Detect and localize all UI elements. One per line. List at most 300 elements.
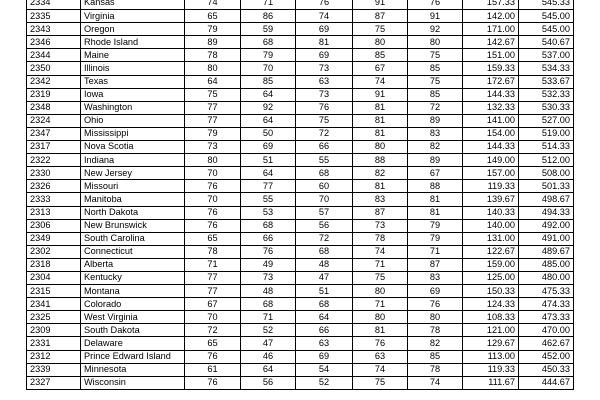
row-id-cell: 2317 — [27, 141, 81, 154]
score-cell: 87 — [408, 258, 463, 271]
score-cell: 56 — [241, 376, 296, 389]
score-cell: 78 — [353, 232, 408, 245]
average-cell: 171.00 — [463, 23, 519, 36]
row-id-cell: 2324 — [27, 114, 81, 127]
table-row — [27, 167, 574, 180]
score-cell: 48 — [241, 285, 296, 298]
total-cell: 450.33 — [519, 363, 574, 376]
score-cell: 74 — [296, 10, 353, 23]
score-cell: 78 — [185, 245, 241, 258]
average-cell: 142.67 — [463, 36, 519, 49]
total-cell: 498.67 — [519, 193, 574, 206]
average-cell: 150.33 — [463, 285, 519, 298]
score-cell: 91 — [408, 10, 463, 23]
score-cell: 83 — [408, 127, 463, 140]
total-cell: 545.00 — [519, 23, 574, 36]
row-name-cell: Virginia — [81, 10, 185, 23]
row-id-cell: 2330 — [27, 167, 81, 180]
score-cell: 83 — [408, 271, 463, 284]
score-cell: 47 — [241, 337, 296, 350]
average-cell: 108.33 — [463, 311, 519, 324]
score-cell: 63 — [353, 350, 408, 363]
score-cell: 79 — [185, 23, 241, 36]
score-cell: 48 — [296, 258, 353, 271]
score-cell: 86 — [241, 10, 296, 23]
score-cell: 80 — [408, 311, 463, 324]
score-cell: 55 — [296, 154, 353, 167]
score-cell: 73 — [185, 141, 241, 154]
score-cell: 70 — [296, 193, 353, 206]
score-cell: 67 — [185, 298, 241, 311]
total-cell: 470.00 — [519, 324, 574, 337]
table-row — [27, 101, 574, 114]
score-cell: 81 — [353, 114, 408, 127]
average-cell: 121.00 — [463, 324, 519, 337]
score-cell: 46 — [241, 350, 296, 363]
score-cell: 74 — [408, 376, 463, 389]
row-name-cell: West Virginia — [81, 311, 185, 324]
score-cell: 64 — [185, 75, 241, 88]
table-row — [27, 62, 574, 75]
score-cell: 69 — [296, 23, 353, 36]
score-cell: 88 — [353, 154, 408, 167]
table-row — [27, 141, 574, 154]
score-cell: 70 — [241, 62, 296, 75]
score-cell: 76 — [185, 206, 241, 219]
table-row — [27, 258, 574, 271]
score-cell: 70 — [185, 311, 241, 324]
score-cell: 68 — [241, 298, 296, 311]
table-row — [27, 337, 574, 350]
total-cell: 485.00 — [519, 258, 574, 271]
row-name-cell: Minnesota — [81, 363, 185, 376]
score-cell: 51 — [241, 154, 296, 167]
average-cell: 157.33 — [463, 0, 519, 10]
average-cell: 132.33 — [463, 101, 519, 114]
score-cell: 77 — [185, 114, 241, 127]
row-id-cell: 2344 — [27, 49, 81, 62]
score-cell: 76 — [296, 0, 353, 10]
row-id-cell: 2312 — [27, 350, 81, 363]
total-cell: 474.33 — [519, 298, 574, 311]
score-cell: 55 — [241, 193, 296, 206]
row-name-cell: North Dakota — [81, 206, 185, 219]
row-name-cell: Illinois — [81, 62, 185, 75]
row-id-cell: 2335 — [27, 10, 81, 23]
row-name-cell: Wisconsin — [81, 376, 185, 389]
score-cell: 82 — [408, 337, 463, 350]
score-cell: 76 — [185, 219, 241, 232]
table-row — [27, 49, 574, 62]
average-cell: 151.00 — [463, 49, 519, 62]
score-cell: 71 — [241, 311, 296, 324]
score-cell: 82 — [408, 141, 463, 154]
score-cell: 89 — [185, 36, 241, 49]
score-cell: 74 — [353, 245, 408, 258]
row-name-cell: Oregon — [81, 23, 185, 36]
average-cell: 129.67 — [463, 337, 519, 350]
score-cell: 85 — [408, 88, 463, 101]
score-cell: 92 — [408, 23, 463, 36]
average-cell: 144.33 — [463, 141, 519, 154]
score-cell: 67 — [353, 62, 408, 75]
total-cell: 533.67 — [519, 75, 574, 88]
row-id-cell: 2327 — [27, 376, 81, 389]
row-id-cell: 2339 — [27, 363, 81, 376]
score-cell: 72 — [296, 127, 353, 140]
average-cell: 113.00 — [463, 350, 519, 363]
row-id-cell: 2333 — [27, 193, 81, 206]
table-row — [27, 75, 574, 88]
table-row — [27, 219, 574, 232]
score-cell: 76 — [353, 337, 408, 350]
score-cell: 75 — [408, 75, 463, 88]
score-cell: 76 — [185, 180, 241, 193]
score-cell: 56 — [296, 219, 353, 232]
total-cell: 462.67 — [519, 337, 574, 350]
score-cell: 91 — [353, 0, 408, 10]
table-row — [27, 376, 574, 389]
score-cell: 91 — [353, 88, 408, 101]
score-cell: 68 — [241, 36, 296, 49]
score-cell: 63 — [296, 337, 353, 350]
row-name-cell: Connecticut — [81, 245, 185, 258]
score-cell: 80 — [185, 154, 241, 167]
score-cell: 79 — [185, 127, 241, 140]
row-name-cell: Iowa — [81, 88, 185, 101]
score-cell: 80 — [353, 311, 408, 324]
score-cell: 72 — [408, 101, 463, 114]
average-cell: 139.67 — [463, 193, 519, 206]
score-cell: 68 — [241, 219, 296, 232]
total-cell: 545.00 — [519, 10, 574, 23]
table-row — [27, 285, 574, 298]
row-name-cell: South Carolina — [81, 232, 185, 245]
score-cell: 72 — [296, 232, 353, 245]
row-id-cell: 2334 — [27, 0, 81, 10]
row-name-cell: Nova Scotia — [81, 141, 185, 154]
score-cell: 75 — [353, 271, 408, 284]
average-cell: 122.67 — [463, 245, 519, 258]
score-cell: 76 — [185, 376, 241, 389]
row-name-cell: Washington — [81, 101, 185, 114]
total-cell: 532.33 — [519, 88, 574, 101]
average-cell: 142.00 — [463, 10, 519, 23]
row-name-cell: Texas — [81, 75, 185, 88]
score-cell: 73 — [296, 88, 353, 101]
row-name-cell: Delaware — [81, 337, 185, 350]
row-id-cell: 2331 — [27, 337, 81, 350]
score-cell: 53 — [241, 206, 296, 219]
total-cell: 480.00 — [519, 271, 574, 284]
score-cell: 82 — [353, 167, 408, 180]
score-cell: 76 — [185, 350, 241, 363]
score-cell: 81 — [408, 206, 463, 219]
row-id-cell: 2318 — [27, 258, 81, 271]
score-cell: 61 — [185, 363, 241, 376]
row-id-cell: 2313 — [27, 206, 81, 219]
total-cell: 475.33 — [519, 285, 574, 298]
average-cell: 149.00 — [463, 154, 519, 167]
score-cell: 74 — [353, 75, 408, 88]
score-cell: 69 — [241, 141, 296, 154]
score-cell: 68 — [296, 298, 353, 311]
score-cell: 60 — [296, 180, 353, 193]
score-cell: 87 — [353, 10, 408, 23]
table-row — [27, 88, 574, 101]
row-id-cell: 2304 — [27, 271, 81, 284]
total-cell: 534.33 — [519, 62, 574, 75]
score-cell: 64 — [241, 88, 296, 101]
score-cell: 89 — [408, 154, 463, 167]
score-cell: 52 — [296, 376, 353, 389]
score-cell: 79 — [241, 49, 296, 62]
score-cell: 47 — [296, 271, 353, 284]
table-row — [27, 324, 574, 337]
score-cell: 85 — [408, 350, 463, 363]
average-cell: 159.00 — [463, 258, 519, 271]
total-cell: 444.67 — [519, 376, 574, 389]
score-cell: 83 — [353, 193, 408, 206]
score-cell: 71 — [353, 298, 408, 311]
table-row — [27, 193, 574, 206]
average-cell: 172.67 — [463, 75, 519, 88]
total-cell: 473.33 — [519, 311, 574, 324]
score-cell: 80 — [353, 36, 408, 49]
score-cell: 80 — [408, 36, 463, 49]
table-row — [27, 114, 574, 127]
score-cell: 54 — [296, 363, 353, 376]
row-id-cell: 2348 — [27, 101, 81, 114]
score-cell: 57 — [296, 206, 353, 219]
row-name-cell: Mississippi — [81, 127, 185, 140]
row-id-cell: 2342 — [27, 75, 81, 88]
total-cell: 519.00 — [519, 127, 574, 140]
score-cell: 64 — [241, 363, 296, 376]
score-cell: 81 — [353, 180, 408, 193]
row-id-cell: 2343 — [27, 23, 81, 36]
total-cell: 494.33 — [519, 206, 574, 219]
row-name-cell: Prince Edward Island — [81, 350, 185, 363]
table-row — [27, 23, 574, 36]
score-cell: 51 — [296, 285, 353, 298]
row-id-cell: 2315 — [27, 285, 81, 298]
row-id-cell: 2306 — [27, 219, 81, 232]
total-cell: 540.67 — [519, 36, 574, 49]
row-name-cell: New Jersey — [81, 167, 185, 180]
table-row — [27, 10, 574, 23]
average-cell: 144.33 — [463, 88, 519, 101]
row-id-cell: 2325 — [27, 311, 81, 324]
table-row — [27, 350, 574, 363]
score-cell: 81 — [353, 101, 408, 114]
row-name-cell: Kansas — [81, 0, 185, 10]
row-name-cell: New Brunswick — [81, 219, 185, 232]
score-cell: 71 — [185, 258, 241, 271]
score-cell: 85 — [408, 62, 463, 75]
average-cell: 125.00 — [463, 271, 519, 284]
table-row — [27, 245, 574, 258]
results-table — [26, 0, 574, 390]
total-cell: 452.00 — [519, 350, 574, 363]
score-cell: 65 — [185, 232, 241, 245]
score-cell: 76 — [296, 101, 353, 114]
score-cell: 85 — [353, 49, 408, 62]
score-cell: 63 — [296, 75, 353, 88]
score-cell: 50 — [241, 127, 296, 140]
average-cell: 124.33 — [463, 298, 519, 311]
score-cell: 65 — [185, 337, 241, 350]
average-cell: 157.00 — [463, 167, 519, 180]
total-cell: 527.00 — [519, 114, 574, 127]
table-body — [27, 0, 574, 389]
total-cell: 492.00 — [519, 219, 574, 232]
score-cell: 72 — [185, 324, 241, 337]
score-cell: 74 — [185, 0, 241, 10]
table-row — [27, 36, 574, 49]
row-name-cell: South Dakota — [81, 324, 185, 337]
table-row — [27, 271, 574, 284]
row-name-cell: Indiana — [81, 154, 185, 167]
score-cell: 88 — [408, 180, 463, 193]
results-sheet — [26, 0, 573, 390]
score-cell: 76 — [408, 0, 463, 10]
score-cell: 71 — [408, 245, 463, 258]
score-cell: 69 — [408, 285, 463, 298]
row-name-cell: Manitoba — [81, 193, 185, 206]
row-name-cell: Maine — [81, 49, 185, 62]
score-cell: 69 — [296, 49, 353, 62]
score-cell: 79 — [408, 219, 463, 232]
score-cell: 65 — [185, 10, 241, 23]
score-cell: 74 — [353, 363, 408, 376]
score-cell: 67 — [408, 167, 463, 180]
score-cell: 70 — [185, 167, 241, 180]
row-id-cell: 2326 — [27, 180, 81, 193]
score-cell: 78 — [408, 363, 463, 376]
row-id-cell: 2341 — [27, 298, 81, 311]
row-id-cell: 2302 — [27, 245, 81, 258]
score-cell: 78 — [185, 49, 241, 62]
average-cell: 141.00 — [463, 114, 519, 127]
row-id-cell: 2322 — [27, 154, 81, 167]
score-cell: 75 — [353, 376, 408, 389]
table-row — [27, 180, 574, 193]
score-cell: 73 — [241, 271, 296, 284]
average-cell: 131.00 — [463, 232, 519, 245]
score-cell: 69 — [296, 350, 353, 363]
row-id-cell: 2349 — [27, 232, 81, 245]
average-cell: 154.00 — [463, 127, 519, 140]
table-row — [27, 127, 574, 140]
score-cell: 89 — [408, 114, 463, 127]
score-cell: 77 — [185, 101, 241, 114]
row-name-cell: Colorado — [81, 298, 185, 311]
row-name-cell: Rhode Island — [81, 36, 185, 49]
row-id-cell: 2347 — [27, 127, 81, 140]
score-cell: 68 — [296, 245, 353, 258]
row-name-cell: Alberta — [81, 258, 185, 271]
score-cell: 77 — [185, 271, 241, 284]
table-row — [27, 298, 574, 311]
score-cell: 76 — [241, 245, 296, 258]
total-cell: 514.33 — [519, 141, 574, 154]
row-name-cell: Ohio — [81, 114, 185, 127]
score-cell: 75 — [353, 23, 408, 36]
score-cell: 77 — [241, 180, 296, 193]
total-cell: 508.00 — [519, 167, 574, 180]
score-cell: 71 — [353, 258, 408, 271]
score-cell: 80 — [185, 62, 241, 75]
row-name-cell: Montana — [81, 285, 185, 298]
average-cell: 140.33 — [463, 206, 519, 219]
row-id-cell: 2319 — [27, 88, 81, 101]
average-cell: 119.33 — [463, 180, 519, 193]
score-cell: 70 — [185, 193, 241, 206]
score-cell: 81 — [353, 127, 408, 140]
row-name-cell: Missouri — [81, 180, 185, 193]
score-cell: 64 — [296, 311, 353, 324]
total-cell: 512.00 — [519, 154, 574, 167]
score-cell: 80 — [353, 285, 408, 298]
table-row — [27, 206, 574, 219]
total-cell: 501.33 — [519, 180, 574, 193]
average-cell: 159.33 — [463, 62, 519, 75]
score-cell: 78 — [408, 324, 463, 337]
score-cell: 73 — [353, 219, 408, 232]
score-cell: 75 — [296, 114, 353, 127]
average-cell: 140.00 — [463, 219, 519, 232]
score-cell: 81 — [353, 324, 408, 337]
average-cell: 111.67 — [463, 376, 519, 389]
total-cell: 491.00 — [519, 232, 574, 245]
table-row — [27, 154, 574, 167]
score-cell: 75 — [408, 49, 463, 62]
score-cell: 87 — [353, 206, 408, 219]
score-cell: 79 — [408, 232, 463, 245]
total-cell: 489.67 — [519, 245, 574, 258]
total-cell: 545.33 — [519, 0, 574, 10]
score-cell: 75 — [185, 88, 241, 101]
score-cell: 92 — [241, 101, 296, 114]
score-cell: 66 — [296, 324, 353, 337]
table-row — [27, 363, 574, 376]
row-id-cell: 2309 — [27, 324, 81, 337]
score-cell: 59 — [241, 23, 296, 36]
score-cell: 81 — [408, 193, 463, 206]
score-cell: 52 — [241, 324, 296, 337]
average-cell: 119.33 — [463, 363, 519, 376]
total-cell: 530.33 — [519, 101, 574, 114]
score-cell: 76 — [408, 298, 463, 311]
score-cell: 64 — [241, 114, 296, 127]
table-row — [27, 232, 574, 245]
score-cell: 66 — [241, 232, 296, 245]
table-row — [27, 311, 574, 324]
score-cell: 66 — [296, 141, 353, 154]
score-cell: 80 — [353, 141, 408, 154]
row-id-cell: 2346 — [27, 36, 81, 49]
score-cell: 71 — [241, 0, 296, 10]
score-cell: 85 — [241, 75, 296, 88]
table-row — [27, 0, 574, 10]
total-cell: 537.00 — [519, 49, 574, 62]
row-id-cell: 2350 — [27, 62, 81, 75]
score-cell: 81 — [296, 36, 353, 49]
score-cell: 73 — [296, 62, 353, 75]
score-cell: 49 — [241, 258, 296, 271]
row-name-cell: Kentucky — [81, 271, 185, 284]
